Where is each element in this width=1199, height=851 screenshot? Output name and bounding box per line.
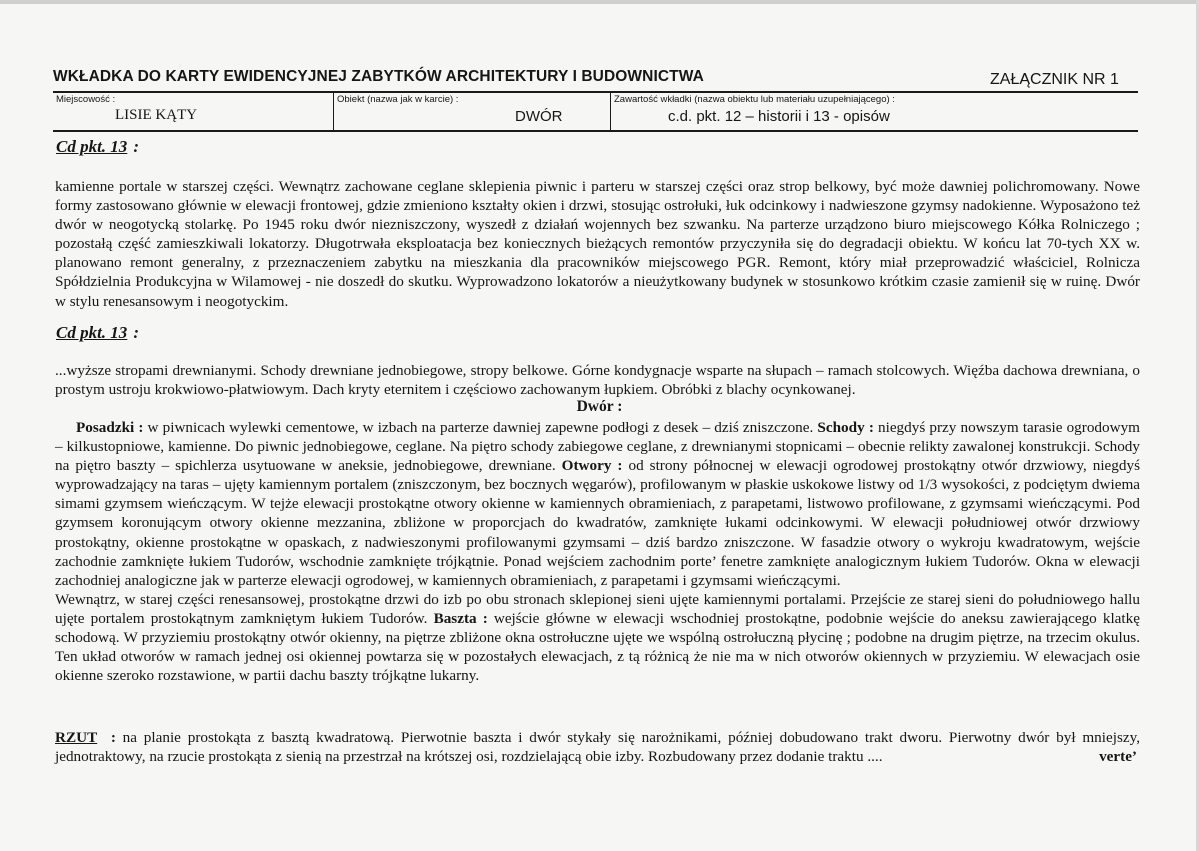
contents-value: c.d. pkt. 12 – historii i 13 - opisów bbox=[668, 108, 890, 125]
section2-intro bbox=[55, 361, 1140, 399]
posadzki-label: Posadzki : bbox=[76, 419, 144, 436]
rzut-text: na planie prostokąta z basztą kwadratową. Pierwotnie baszta i dwór stykały się narożnikami, później dobudowano trakt dworu. Pierwotny dwór był mniejszy, jednotraktowy, na rzucie prostokąta z sienią na przestrzał na krótszej osi, rozdzielającą obie izby. Rozbudowany przez dodanie traktu .... bbox=[55, 729, 1141, 766]
section2-description bbox=[55, 418, 1140, 685]
field-divider bbox=[610, 92, 611, 130]
object-label: Obiekt (nazwa jak w karcie) : bbox=[337, 94, 459, 105]
section1-text: kamienne portale w starszej części. Wewnątrz zachowane ceglane sklepienia piwnic i parteru w starszej części oraz strop belkowy, być może dawniej polichromowany. Nowe formy zastosowano głównie w elewacji frontowej, gdzie zmieniono kształty okien i drzwi, stosując ostrołuki, łuk odcinkowy i nadwieszone gzymsy nadokienne. Wyposażono też dwór w neogotycką stolarkę. Po 1945 roku dwór niezniszczony, wyszedł z działań wojennych bez szwanku. Na parterze urządzono biuro miejscowego Kółka Rolniczego ; pozostałą część zamieszkiwali lokatorzy. Długotrwała eksploatacja bez koniecznych bieżących remontów przyczyniła się do degradacji obiektu. W końcu lat 70-tych XX w. planowano remont generalny, z przeznaczeniem zabytku na mieszkania dla pracowników miejscowego PGR. Remont, który miał przeprowadzić właściciel, Rolnicza Spółdzielnia Produkcyjna w Wilamowej - nie doszedł do skutku. Wyprowadzono lokatorów a nieużytkowany budynek w stosunkowo krótkim czasie zamienił się w ruinę. Dwór w stylu renesansowym i neogotyckim. bbox=[55, 178, 1140, 310]
description-paragraph bbox=[55, 418, 1140, 590]
section1-paragraph bbox=[55, 177, 1140, 311]
rzut-text-block bbox=[55, 728, 1140, 766]
locality-label: Miejscowość : bbox=[56, 94, 116, 105]
locality-value: LISIE KĄTY bbox=[115, 107, 198, 123]
section-heading-colon: : bbox=[133, 137, 139, 156]
rzut-label: RZUT bbox=[55, 729, 98, 746]
form-title: WKŁADKA DO KARTY EWIDENCYJNEJ ZABYTKÓW ARCHITEKTURY I BUDOWNICTWA bbox=[53, 68, 704, 85]
section-heading-text: Cd pkt. 13 bbox=[56, 323, 128, 342]
schody-label: Schody : bbox=[817, 419, 874, 436]
header-top-rule bbox=[53, 91, 1138, 93]
verte-label: verte’ bbox=[1099, 748, 1137, 766]
contents-label: Zawartość wkładki (nazwa obiektu lub materiału uzupełniającego) : bbox=[614, 94, 895, 105]
baszta-text: wejście główne w elewacji wschodniej prostokątne, podobnie wejście do aneksu zawierającego klatkę schodową. W przyziemiu prostokątny otwór okienny, na piętrze zbliżone okna ostrołuczne ujęte we wspólną ostrołuczną płycinę ; podobne na drugim piętrze, na trzecim okulus. Ten układ otworów w ramach jednej osi okiennej powtarza się w pozostałych elewacjach, z tą różnicą że nie ma w nich otworów okiennych w przyziemiu. W elewacjach osie okienne szeroko rozstawione, w partii dachu baszty trójkątne lukarny. bbox=[55, 609, 1140, 685]
object-value: DWÓR bbox=[515, 108, 563, 125]
section-heading bbox=[56, 323, 139, 343]
rzut-paragraph bbox=[55, 728, 1140, 766]
otwory-text: od strony północnej w elewacji ogrodowej prostokątny otwór drzwiowy, niegdyś wyprowadzający na taras – ujęty kamiennym portalem (zniszczonym, bez bocznych węgarów), profilowanym w płaskie uskokowe listwy od 1/3 wysokości, z podciętym dwiema simami gzymsem wieńczącym. W tejże elewacji prostokątne otwory okienne w kamiennych obramieniach, z parapetami, listwowo profilowane, z gzymsami wieńczącymi. Pod gzymsem koronującym otwory okienne mezzanina, zbliżone w proporcjach do kwadratów, zamknięte łukami odcinkowymi. W elewacji południowej otwór drzwiowy prostokątny, okienne prostokątne w opaskach, z nadwieszonymi profilowanymi gzymsami – dziś bardzo zniszczone. W fasadzie otwory o wykroju kwadratowym, wejście zachodnie zamknięte łukiem Tudorów, wschodnie zamknięte trójkątnie. Ponad wejściem zachodnim porte’ fenetre zamknięte analogicznym łukiem Tudorów. Okna w elewacji zachodniej analogiczne jak w parterze elewacji ogrodowej, w kamiennych obramieniach, z parapetami i gzymsami wieńczącymi. bbox=[55, 457, 1140, 589]
dwor-heading: Dwór : bbox=[576, 398, 623, 415]
field-divider bbox=[333, 92, 334, 130]
section-heading-colon: : bbox=[133, 323, 139, 342]
schody-text: niegdyś przy nowszym tarasie ogrodowym – kilkustopniowe, kamienne. Do piwnic jednobiegowe, ceglane. Na piętro schody zabiegowe ceglane, z drewnianymi stopnicami – obecnie relikty zawalonej konstrukcji. Schody na piętro baszty – spichlerza usytuowane w aneksie, jednobiegowe, drewniane. bbox=[55, 419, 1140, 475]
annex-number: ZAŁĄCZNIK NR 1 bbox=[990, 71, 1119, 88]
section-heading-text: Cd pkt. 13 bbox=[56, 137, 128, 156]
header-bottom-rule bbox=[53, 130, 1138, 132]
interior-text: Wewnątrz, w starej części renesansowej, prostokątne drzwi do izb po obu stronach sklepionej sieni ujęte kamiennymi portalami. Przejście ze starej sieni do południowego hallu ujęte portalem prostokątnym zamkniętym łukiem Tudorów. bbox=[55, 590, 1140, 627]
scan-edge-top bbox=[0, 0, 1199, 4]
interior-paragraph bbox=[55, 590, 1140, 685]
baszta-label: Baszta : bbox=[433, 609, 488, 627]
section2-intro-text: ...wyższe stropami drewnianymi. Schody drewniane jednobiegowe, stropy belkowe. Górne kondygnacje wsparte na słupach – ramach stolcowych. Więźba dachowa drewniana, o prostym ustroju krokwiowo-płatwiowym. Dach kryty eternitem i częściowo zachowanym łupkiem. Obróbki z blachy ocynkowanej. bbox=[55, 362, 1140, 399]
rzut-colon: : bbox=[110, 729, 116, 746]
otwory-label: Otwory : bbox=[561, 457, 623, 475]
posadzki-text: w piwnicach wylewki cementowe, w izbach na parterze dawniej zapewne podłogi z desek – dziś zniszczone. bbox=[143, 419, 818, 436]
section-heading bbox=[56, 137, 139, 157]
